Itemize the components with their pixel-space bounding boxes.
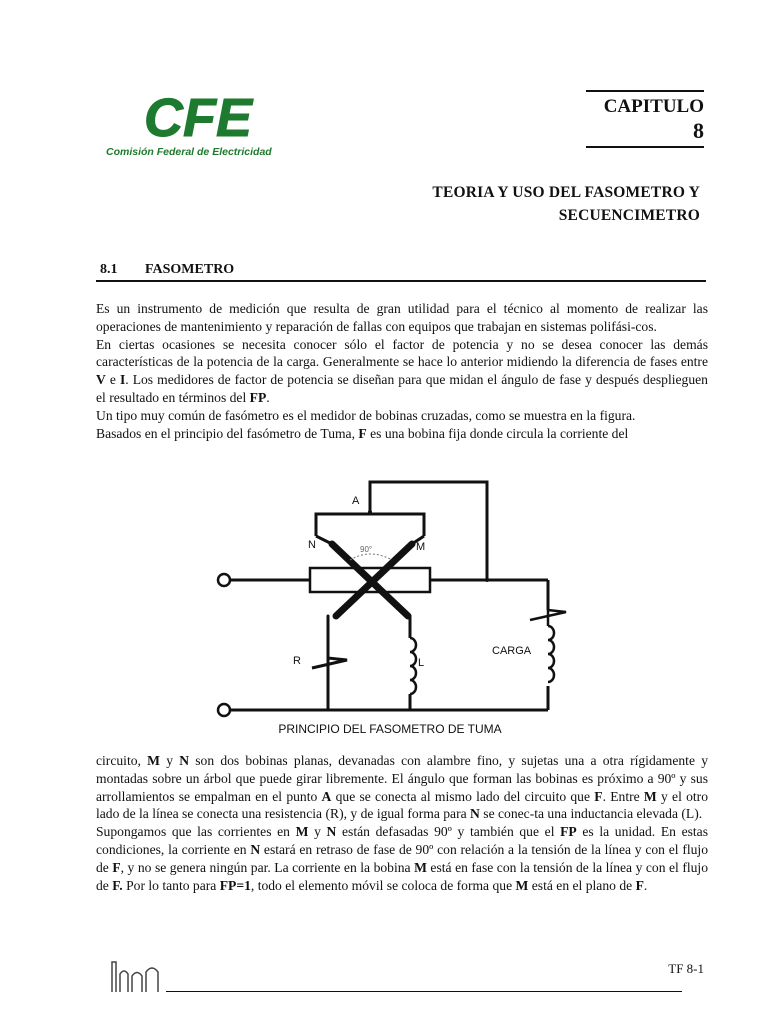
figure-caption: PRINCIPIO DEL FASOMETRO DE TUMA bbox=[278, 722, 502, 736]
chapter-title-line2: SECUENCIMETRO bbox=[558, 207, 700, 224]
chapter-rule-bottom bbox=[586, 146, 704, 148]
paragraph-1: Es un instrumento de medición que resulta de gran utilidad para el técnico al momento de realizar las operaciones de mantenimiento y reparación de fallas con equipos que trabajan en sistemas polifási-cos. bbox=[96, 301, 708, 334]
body-text-lower bbox=[96, 752, 708, 894]
logo-subtitle: Comisión Federal de Electricidad bbox=[106, 146, 272, 158]
paragraph-4: Basados en el principio del fasómetro de Tuma, F es una bobina fija donde circula la corriente del bbox=[96, 425, 629, 441]
paragraph-3: Un tipo muy común de fasómetro es el medidor de bobinas cruzadas, como se muestra en la figura. bbox=[96, 407, 636, 423]
logo-text: CFE bbox=[144, 92, 252, 148]
label-n: N bbox=[308, 539, 316, 551]
paragraph-6: Supongamos que las corrientes en M y N están defasadas 90º y también que el FP es la unidad. En estas condiciones, la corriente en N estará en retraso de fase de 90º con relación a la tensión de la línea y con el flujo de F, y no se genera ningún par. La corriente en la bobina M está en fase con la tensión de la línea y con el flujo de F. Por lo tanto para FP=1, todo el elemento móvil se coloca de forma que M está en el plano de F. bbox=[96, 824, 709, 893]
label-m: M bbox=[416, 541, 426, 553]
footer-rule bbox=[166, 991, 682, 992]
label-r: R bbox=[293, 655, 301, 667]
paragraph-5: circuito, M y N son dos bobinas planas, devanadas con alambre fino, y sujetas una a otra rígidamente y montadas sobre un árbol que puede girar libremente. El ángulo que forman las bobinas es próximo a 90º y sus arrollamientos se empalman en el punto A que se conecta al mismo lado del circuito que F. Entre M y el otro lado de la línea se conecta una resistencia (R), y de igual forma para N se conec-ta una inductancia elevada (L). bbox=[96, 753, 708, 822]
section-title: FASOMETRO bbox=[145, 262, 235, 277]
paragraph-2: En ciertas ocasiones se necesita conocer sólo el factor de potencia y no se desea conocer las demás características de la potencia de la carga. Generalmente se hace lo anterior midiendo la diferencia de fases entre V e I. Los medidores de factor de potencia se diseñan para que midan el ángulo de fase y después desplieguen el resultado en términos del FP. bbox=[96, 336, 708, 405]
label-a: A bbox=[352, 495, 360, 507]
chapter-rule-top bbox=[586, 90, 704, 92]
label-carga: CARGA bbox=[492, 645, 532, 657]
wire-a-bar bbox=[316, 514, 424, 536]
chapter-number: 8 bbox=[693, 118, 704, 143]
angle-arc bbox=[350, 554, 392, 560]
resistor-r bbox=[312, 658, 347, 710]
terminal-top bbox=[218, 574, 230, 586]
chapter-title-line1: TEORIA Y USO DEL FASOMETRO Y bbox=[432, 184, 700, 201]
section-rule bbox=[96, 280, 706, 282]
tuma-phasemeter-diagram bbox=[200, 476, 580, 722]
body-text-upper bbox=[96, 300, 708, 442]
cfe-logo bbox=[100, 92, 280, 162]
terminal-bottom bbox=[218, 704, 230, 716]
label-l: L bbox=[418, 657, 425, 669]
page-number: TF 8-1 bbox=[668, 961, 704, 976]
label-angle: 90° bbox=[360, 545, 373, 554]
footer-skyline-icon bbox=[108, 956, 164, 996]
section-number: 8.1 bbox=[100, 262, 118, 277]
chapter-label: CAPITULO bbox=[603, 96, 704, 117]
inductor-l bbox=[410, 638, 416, 694]
load-inductor bbox=[548, 626, 554, 682]
